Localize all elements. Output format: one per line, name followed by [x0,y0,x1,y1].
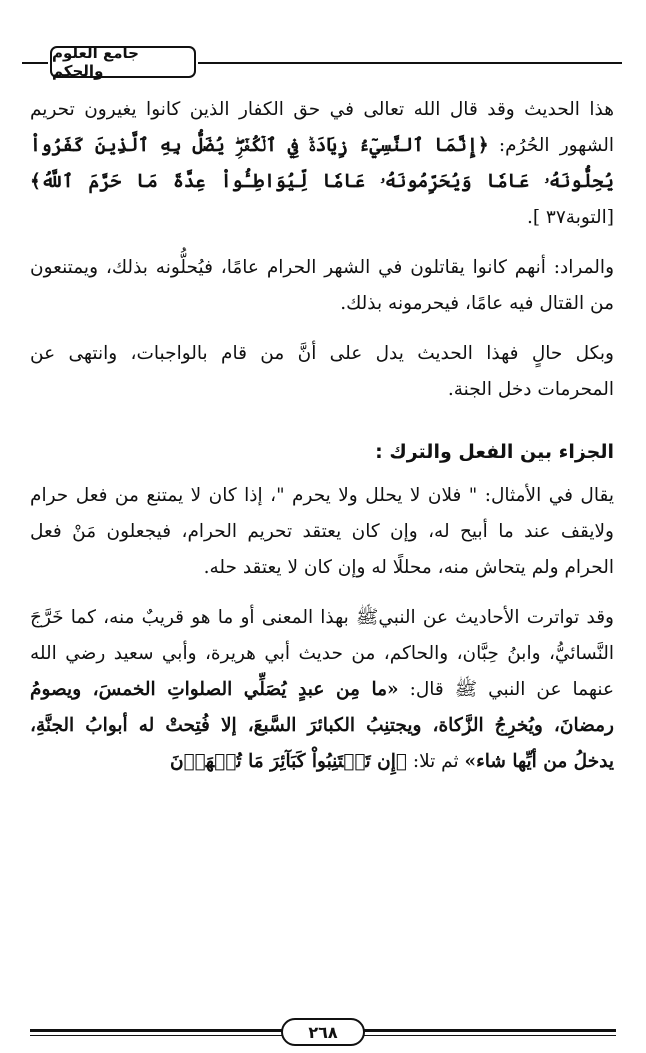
paragraph-5 [30,600,614,780]
paragraph-3: وبكل حالٍ فهذا الحديث يدل على أنَّ من قام بالواجبات، وانتهى عن المحرمات دخل الجنة. [30,343,614,400]
header-rule-right [198,62,622,64]
running-header [22,44,622,84]
page-body [30,92,614,780]
paragraph-2: والمراد: أنهم كانوا يقاتلون في الشهر الحرام عامًا، فيُحلُّونه بذلك، ويمتنعون من القتال فيه عامًا، فيحرمونه بذلك. [30,257,614,314]
quran-verse-2: ﴿إِن تَجۡتَنِبُواْ كَبَآئِرَ مَا تُنۡهَوۡنَ [169,751,407,772]
verse-reference-1: [التوبة٣٧ ]. [526,207,614,228]
paragraph-5-text-2: ثم تلا: [406,751,465,772]
paragraph-1-text: هذا الحديث وقد قال الله تعالى في حق الكفار الذين كانوا يغيرون تحريم الشهور الحُرُم: [30,99,614,156]
section-heading: الجزاء بين الفعل والترك : [375,441,614,463]
book-title: جامع العلوم والحكم [52,44,139,80]
hadith-text: «ما مِن عبدٍ يُصَلِّي الصلواتِ الخمسَ، ويصومُ رمضانَ، ويُخرِجُ الزَّكاة، ويجتنِبُ الكبائرَ السَّبعَ، إلا فُتِحتْ له أبوابُ الجنَّةِ، يدخلُ من أيِّها شاء» [30,679,614,772]
paragraph-5-text: وقد تواترت الأحاديث عن النبيﷺ بهذا المعنى أو ما هو قريبٌ منه، كما خَرَّجَ النَّسائيُّ، وابنُ حِبَّان، والحاكم، من حديث أبي هريرة، وأبي سعيد رضي الله عنهما عن النبي ﷺ قال: [30,607,614,700]
header-title-box [50,46,196,78]
paragraph-1 [30,92,614,236]
page-number: ٢٦٨ [308,1022,338,1042]
page-number-box [281,1018,365,1046]
paragraph-4: يقال في الأمثال: " فلان لا يحلل ولا يحرم "، إذا كان لا يمتنع من فعل حرام ولايقف عند ما أبيح له، وإن كان يعتقد تحريم الحرام، فيجعلون مَنْ فعل الحرام ولم يتحاش منه، محللًا له وإن كان لا يعتقد حله. [30,485,614,578]
page-footer [30,1018,616,1048]
header-rule-left [22,62,48,64]
quran-verse-1: ﴿إِنَّمَا ٱلنَّسِيٓءُ زِيَادَةٞ فِي ٱلۡكُفۡرِۖ يُضَلُّ بِهِ ٱلَّذِينَ كَفَرُواْ يُحِلُّونَهُۥ عَامٗا وَيُحَرِّمُونَهُۥ عَامٗا لِّيُوَاطِـُٔواْ عِدَّةَ مَا حَرَّمَ ٱللَّهُ﴾ [30,135,614,192]
